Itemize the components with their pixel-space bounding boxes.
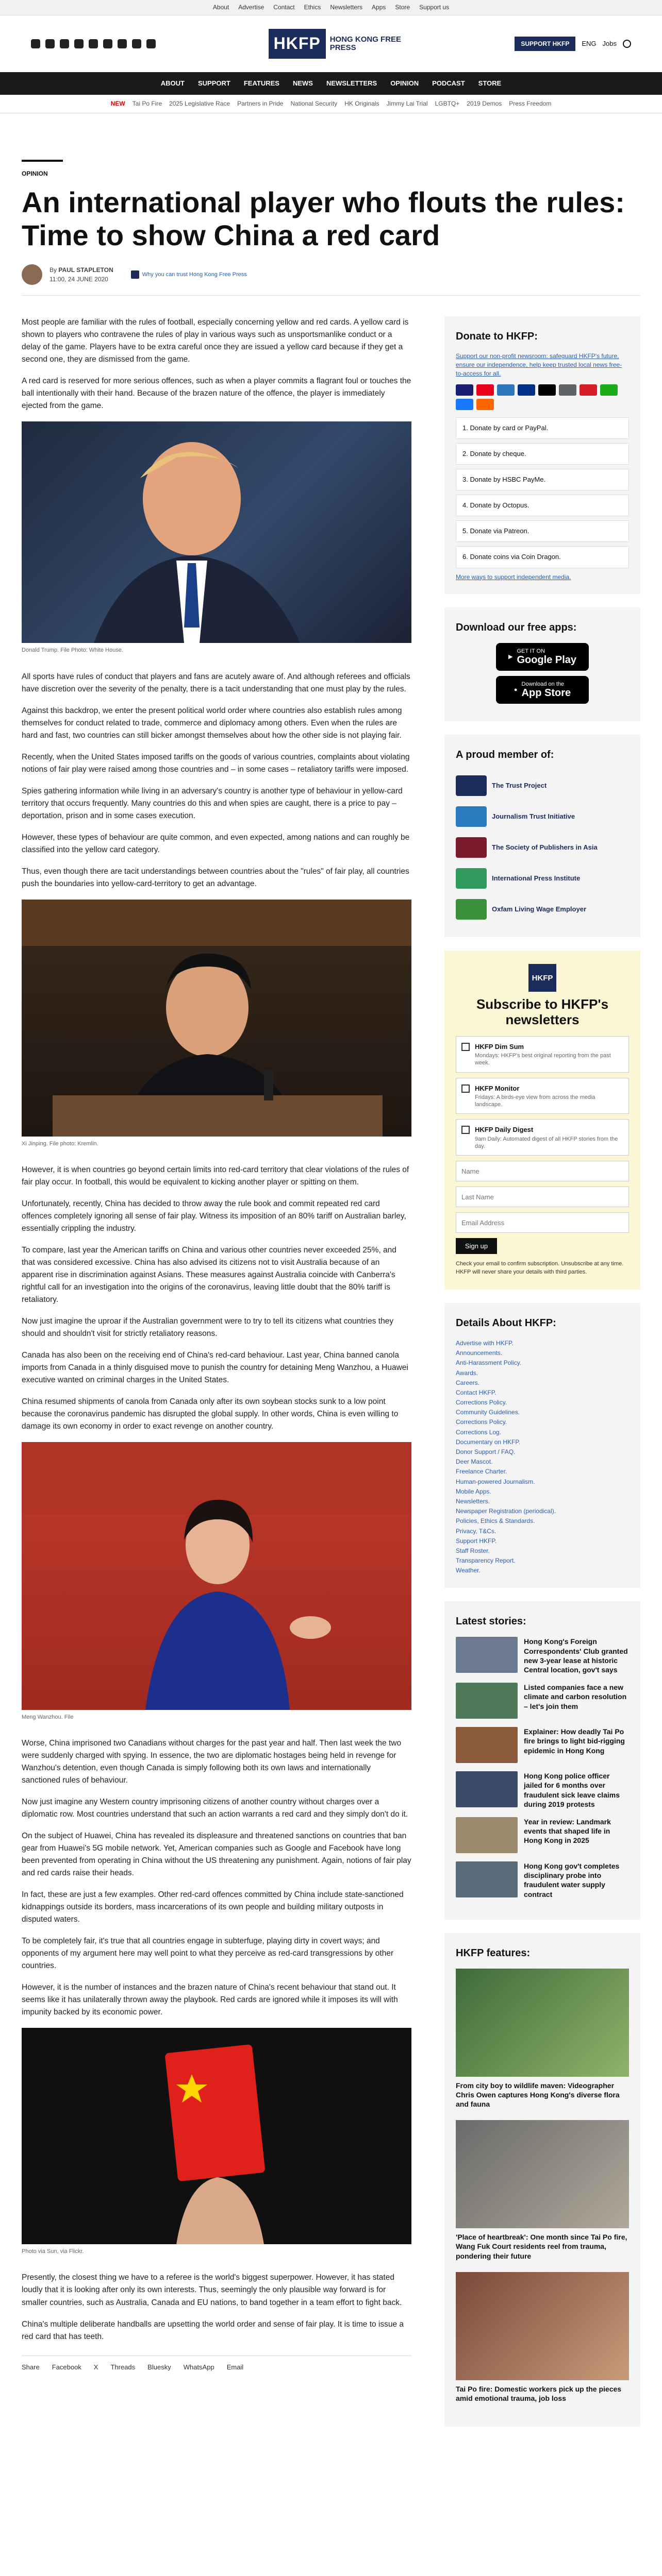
apple-icon: ● [514,687,518,693]
paragraph: However, it is the number of instances and the brazen nature of China's recent behaviour that stand out. It seems like it has unilaterally thrown away the playbook. Red cards are ignored while it imposes its will with impunity backed by its economic power. [22,1983,398,2017]
name-input[interactable] [456,1161,629,1181]
apple-pay-icon [538,384,556,396]
about-link[interactable]: Privacy, T&Cs. [456,1527,496,1535]
jti-logo [456,806,487,827]
topbar-apps[interactable]: Apps [372,4,386,11]
member-item[interactable] [456,832,629,863]
paragraph: Most people are familiar with the rules of football, especially concerning yellow and red cards. A yellow card is shown to players who contravene the rules of play in various ways such as unsportsmanlike conduct or a delay of the game. Players have to be extra careful once they are issued a yellow card because if they get a second one, they are dismissed from the game. [22,318,409,364]
photo-caption: Meng Wanzhou. File [22,1714,74,1721]
social-links [31,39,156,48]
share-whatsapp[interactable]: WhatsApp [183,2363,214,2371]
about-link[interactable]: Newspaper Registration (periodical). [456,1507,556,1515]
threads-icon[interactable] [74,39,84,48]
newsletter-logo: HKFP [528,964,556,992]
paragraph: However, it is when countries go beyond certain limits into red-card territory that clear violations of the rules of fair play occur. In football, this would be equivalent to kicking another player or spitting on them. [22,1165,409,1187]
app-store-text [522,681,571,699]
donate-option[interactable]: 1. Donate by card or PayPal. [456,417,629,439]
octopus-icon [476,399,494,410]
story-title[interactable]: Explainer: How deadly Tai Po fire brings to light bid-rigging epidemic in Hong Kong [524,1727,625,1755]
newsletter-note: Check your email to confirm subscription. Unsubscribe at any time. HKFP will never share your details with third parties. [456,1261,624,1275]
newsletter-option-text [475,1083,623,1109]
nav-support[interactable]: SUPPORT [198,79,230,87]
paragraph: Presently, the closest thing we have to a referee is the world's biggest superpower. However, it has stated loudly that it is looking after only its own interests. Thus, seemingly the only plausible way forward is for smaller countries, such as Australia, Canada and EU nations, to band together in a team effort to fight back. [22,2273,402,2307]
feature-title[interactable]: From city boy to wildlife maven: Videographer Chris Owen captures Hong Kong's diverse flora and fauna [456,2081,620,2109]
about-link[interactable]: Contact HKFP. [456,1388,496,1396]
member-name: The Society of Publishers in Asia [492,843,598,852]
newsletter-name: HKFP Dim Sum [475,1042,524,1050]
about-link[interactable]: Documentary on HKFP. [456,1438,521,1446]
share-threads[interactable]: Threads [110,2363,136,2371]
share-bluesky[interactable]: Bluesky [147,2363,171,2371]
about-link[interactable]: Human-powered Journalism. [456,1478,535,1485]
paragraph: To compare, last year the American tariffs on China and various other countries never exceeded 25%, and that was considered excessive. China has also advised its citizens not to visit Australia because of an apparent rise in discrimination against Asians. These measures against Australia coincide with Canberra's rightful call for an investigation into the origins of the coronavirus, leaving little doubt that the 80% tariff is retaliatory. [22,1245,396,1304]
photo-caption: Donald Trump. File Photo: White House. [22,647,123,654]
paragraph: Thus, even though there are tacit understandings between countries about the "rules" of fair play, all countries push the boundaries into yellow-card-territory to get an advantage. [22,867,409,888]
more-ways-link[interactable]: More ways to support independent media. [456,573,571,581]
app-store-small: Download on the [521,681,565,688]
features-title: HKFP features: [456,1947,531,1959]
paragraph: In fact, these are just a few examples. Other red-card offences committed by China include state-sanctioned kidnappings outside its borders, mass incarcerations of its own people and building military outposts in disputed waters. [22,1890,404,1924]
newsletter-checkbox[interactable] [461,1084,470,1093]
content-columns [22,316,640,2440]
story-title[interactable]: Listed companies face a new climate and carbon resolution – let's join them [524,1683,627,1710]
app-store-button[interactable] [496,676,589,704]
story-thumbnail [456,1727,518,1763]
about-link[interactable]: Awards. [456,1369,478,1377]
story-thumbnail [456,1817,518,1853]
latest-story[interactable] [456,1771,629,1809]
trending-link[interactable]: Tai Po Fire [132,100,162,108]
about-link[interactable]: Policies, Ethics & Standards. [456,1517,535,1525]
play-icon: ▶ [508,654,513,660]
google-play-text [517,648,576,666]
site-logo[interactable] [269,29,402,59]
story-thumbnail [456,1861,518,1897]
whatsapp-icon[interactable] [118,39,127,48]
feature-title[interactable]: 'Place of heartbreak': One month since Tai Po fire, Wang Fuk Court residents reel from trauma, pondering their future [456,2233,627,2260]
author-name[interactable]: PAUL STAPLETON [58,266,113,274]
donate-box [444,316,640,594]
payment-methods [456,384,629,410]
nav-store[interactable]: STORE [478,79,502,87]
app-store-big: App Store [521,687,571,699]
about-link[interactable]: Advertise with HKFP. [456,1339,514,1347]
language-switch[interactable]: ENG [582,39,597,47]
red-card-illustration [22,2028,411,2244]
author-avatar [22,264,42,285]
paragraph: Against this backdrop, we enter the present political world order where countries also establish rules among themselves for conduct related to trade, commerce and diplomacy among others. Even when the rules are hard and fast, two countries can still bicker amongst themselves about how the other side is not playing fair. [22,706,402,740]
visa-icon [456,384,473,396]
about-link[interactable]: Staff Roster. [456,1547,490,1554]
latest-box [444,1601,640,1919]
nav-podcast[interactable]: PODCAST [432,79,465,87]
paragraph: A red card is reserved for more serious offences, such as when a player commits a flagrant foul or touches the ball intentionally with their hand. Because of the brazen nature of the offence, the player is immediately ejected from the game. [22,377,411,411]
mastercard-icon [476,384,494,396]
paragraph: Spies gathering information while living in an adversary's country is another type of behaviour in yellow-card territory that occurs frequently. Many countries do this and when spies are caught, there is a price to pay – deportation, prison and in some cases execution. [22,786,403,820]
last-name-input[interactable] [456,1187,629,1207]
google-play-big: Google Play [517,654,577,666]
donate-option[interactable]: 6. Donate coins via Coin Dragon. [456,546,629,568]
about-link[interactable]: Transparency Report. [456,1557,516,1565]
sidebar [444,316,640,2440]
about-link[interactable]: Community Guidelines. [456,1409,520,1416]
title-rule [22,160,63,162]
donate-option[interactable]: 5. Donate via Patreon. [456,520,629,542]
member-box [444,735,640,937]
unionpay-icon [580,384,597,396]
latest-title: Latest stories: [456,1616,526,1628]
trust-link[interactable] [131,270,247,279]
about-list [456,1338,629,1576]
about-link[interactable]: Anti-Harassment Policy. [456,1359,522,1367]
logo-wordmark: HONG KONG FREE PRESS [329,35,402,52]
article-title: An international player who flouts the rules: Time to show China a red card [22,185,625,251]
meng-photo [22,1442,411,1710]
trending-link[interactable]: Jimmy Lai Trial [386,100,428,108]
member-item[interactable] [456,801,629,832]
about-link[interactable]: Support HKFP. [456,1537,497,1545]
signup-button[interactable]: Sign up [456,1238,497,1254]
about-link[interactable]: Corrections Policy. [456,1418,507,1426]
trust-link-label: Why you can trust Hong Kong Free Press [142,271,247,278]
newsletter-desc: Fridays: A birds-eye view from across the media landscape. [475,1094,595,1108]
story-title[interactable]: Year in review: Landmark events that shaped life in Hong Kong in 2025 [524,1817,611,1845]
paragraph: To be completely fair, it's true that all countries engage in subterfuge, playing dirty in covert ways; and opponents of my argument here may well point to what they perceive as red-card transgressions by other countries. [22,1937,394,1971]
topbar-newsletters[interactable]: Newsletters [330,4,363,11]
about-link[interactable]: Announcements. [456,1349,503,1357]
feature-image[interactable] [456,2272,629,2380]
member-title: A proud member of: [456,749,554,761]
paragraph: China's multiple deliberate handballs are upsetting the world order and sense of fair play. It is time to issue a red card that has teeth. [22,2319,404,2341]
amex-icon [497,384,515,396]
trust-icon [131,270,139,279]
about-link[interactable]: Newsletters. [456,1497,490,1505]
red-card-photo [22,2028,411,2244]
paragraph: However, these types of behaviour are quite common, and even expected, among nations and can roughly be classified into the yellow card category. [22,833,410,854]
nav-features[interactable]: FEATURES [243,79,279,87]
newsletter-option-text [475,1042,623,1067]
header-actions [515,37,631,51]
latest-story[interactable] [456,1683,629,1719]
donate-option[interactable]: 2. Donate by cheque. [456,443,629,465]
trending-link[interactable]: 2025 Legislative Race [169,100,230,108]
xi-illustration [22,900,411,1137]
newsletter-box [444,951,640,1290]
byline [22,264,640,285]
trending-link[interactable]: 2019 Demos [467,100,502,108]
xi-photo [22,900,411,1137]
topbar-store[interactable]: Store [395,4,410,11]
newsletter-desc: 9am Daily: Automated digest of all HKFP stories from the day. [475,1136,618,1149]
paragraph: All sports have rules of conduct that players and fans are acutely aware of. And although referees and officials have discretion over the severity of the penalty, there is a tacit understanding that one must play by the rules. [22,672,410,693]
topbar-advertise[interactable]: Advertise [238,4,264,11]
share-bar [22,2355,411,2372]
jobs-link[interactable]: Jobs [602,39,617,47]
paypal-icon [518,384,535,396]
about-link[interactable]: Weather. [456,1567,481,1574]
alipay-icon [456,399,473,410]
about-title: Details About HKFP: [456,1317,556,1329]
nav-about[interactable]: ABOUT [160,79,185,87]
google-play-small: GET IT ON [517,648,545,655]
byline-text: By PAUL STAPLETON 11:00, 24 JUNE 2020 [49,265,113,284]
member-name: Oxfam Living Wage Employer [492,905,587,913]
story-thumbnail [456,1771,518,1807]
article-body [22,316,411,2440]
photo-caption: Photo via Sun, via Flickr. [22,2248,84,2255]
topbar-support[interactable]: Support us [419,4,450,11]
trending-bar [0,95,662,113]
newsletter-name: HKFP Monitor [475,1084,520,1092]
photo-caption: Xi Jinping. File photo: Kremlin. [22,1140,98,1147]
site-header [0,15,662,72]
newsletter-option[interactable] [456,1119,629,1156]
latest-story[interactable] [456,1861,629,1899]
paragraph: China resumed shipments of canola from Canada only after its own soybean stocks sunk to a low point because the coronavirus pandemic has disrupted the global supply. In other words, China is even willing to damage its own economy in order to exact revenge on another country. [22,1397,399,1431]
newsletter-name: HKFP Daily Digest [475,1126,534,1134]
member-name: International Press Institute [492,874,581,883]
paragraph: Unfortunately, recently, China has decided to throw away the rule book and commit repeated red card offences completely ignoring all sense of fair play. Witness its imposition of an 80% tariff on Australian barley, essentially crippling the industry. [22,1199,406,1233]
youtube-icon[interactable] [103,39,112,48]
share-label: Share [22,2363,40,2371]
story-title[interactable]: Hong Kong's Foreign Correspondents' Club granted new 3-year lease at historic Central location, gov't says [524,1637,628,1674]
instagram-icon[interactable] [60,39,69,48]
about-link[interactable]: Freelance Charter. [456,1468,507,1476]
member-name: Journalism Trust Initiative [492,812,575,821]
main-navigation [0,72,662,95]
trending-link[interactable]: LGBTQ+ [435,100,460,108]
about-link[interactable]: Donor Support / FAQ. [456,1448,516,1456]
wechat-pay-icon [600,384,618,396]
apps-box [444,607,640,721]
trending-link[interactable]: Press Freedom [509,100,552,108]
feature-image[interactable] [456,2120,629,2228]
google-play-button[interactable] [496,643,589,671]
section-label[interactable]: OPINION [22,170,48,177]
feature-image[interactable] [456,1969,629,2077]
newsletter-desc: Mondays: HKFP's best original reporting from the past week. [475,1053,611,1066]
paragraph: On the subject of Huawei, China has revealed its displeasure and threatened sanctions on countries that ban gear from Huawei's 5G mobile network. Yet, American companies such as Google and Facebook have long been prevented from operating in China without the US threatening any punishment. Again, notions of fair play and red cards raise their heads. [22,1832,411,1878]
share-facebook[interactable]: Facebook [52,2363,81,2371]
paragraph: Now just imagine any Western country imprisoning citizens of another country without charges over a diplomatic row. Most countries understand that such an action warrants a red card and they simply don't do it. [22,1798,408,1819]
publish-date: 11:00, 24 JUNE 2020 [49,276,108,283]
feature-title[interactable]: Tai Po fire: Domestic workers pick up the pieces amid emotional trauma, job loss [456,2384,622,2403]
member-item[interactable] [456,770,629,801]
trump-illustration [22,421,411,643]
facebook-icon[interactable] [31,39,40,48]
newsletter-option[interactable] [456,1078,629,1114]
donate-intro-link[interactable]: Support our non-profit newsroom: safeguard HKFP's future, ensure our independence, help keep trusted local news free-to-access for all. [456,352,622,377]
sopa-logo [456,837,487,858]
email-input[interactable] [456,1212,629,1233]
telegram-icon[interactable] [132,39,141,48]
share-email[interactable]: Email [226,2363,244,2371]
newsletter-checkbox[interactable] [461,1043,470,1051]
trending-link[interactable]: HK Originals [344,100,379,108]
nav-news[interactable]: NEWS [292,79,313,87]
latest-story[interactable] [456,1817,629,1853]
divider [22,295,640,296]
donate-option[interactable]: 4. Donate by Octopus. [456,495,629,516]
x-icon[interactable] [45,39,55,48]
topbar-contact[interactable]: Contact [273,4,295,11]
trump-photo [22,421,411,643]
newsletter-option-text [475,1125,623,1150]
topbar-ethics[interactable]: Ethics [304,4,321,11]
top-utility-bar [0,0,662,15]
page-container [22,160,640,2440]
apps-title: Download our free apps: [456,622,577,634]
latest-story[interactable] [456,1637,629,1674]
paragraph: Recently, when the United States imposed tariffs on the goods of various countries, complaints about violating notions of fair play were raised among those countries and – in some cases – retaliatory tariffs were imposed. [22,752,410,774]
member-name: The Trust Project [492,782,547,790]
newsletter-checkbox[interactable] [461,1126,470,1134]
trust-project-logo [456,775,487,796]
share-x[interactable]: X [93,2363,98,2371]
nav-newsletters[interactable]: NEWSLETTERS [326,79,377,87]
newsletter-option[interactable] [456,1036,629,1073]
logo-mark: HKFP [269,29,326,59]
member-item[interactable] [456,894,629,925]
story-thumbnail [456,1637,518,1673]
donate-option[interactable]: 3. Donate by HSBC PayMe. [456,469,629,490]
topbar-about[interactable]: About [212,4,229,11]
paragraph: Now just imagine the uproar if the Australian government were to try to tell its citizens what countries they should and shouldn't visit for strictly retaliatory reasons. [22,1316,394,1338]
donate-title: Donate to HKFP: [456,331,538,343]
about-box [444,1303,640,1588]
about-link[interactable]: Mobile Apps. [456,1487,491,1495]
support-hkfp-button[interactable]: SUPPORT HKFP [515,37,575,51]
google-pay-icon [559,384,576,396]
bluesky-icon[interactable] [89,39,98,48]
trending-link[interactable]: Partners in Pride [237,100,284,108]
about-link[interactable]: Careers. [456,1379,480,1386]
paragraph: Canada has also been on the receiving end of China's red-card behaviour. Last year, China banned canola imports from Canada in a thinly disguised move to punish the country for detaining Meng Wanzhou, a Huawei executive wanted on criminal charges in the United States. [22,1350,408,1385]
ipi-logo [456,868,487,889]
paragraph: Worse, China imprisoned two Canadians without charges for the past year and half. Then last week the two were suddenly charged with spying. In essence, the two are diplomatic hostages being held in revenge for Wanzhou's detention, even though Canada is simply following both its own laws and internationally sanctioned rules of behaviour. [22,1739,402,1785]
rss-icon[interactable] [146,39,156,48]
story-title[interactable]: Hong Kong police officer jailed for 6 months over fraudulent sick leave claims during 2019 protests [524,1772,620,1808]
story-thumbnail [456,1683,518,1719]
latest-story[interactable] [456,1727,629,1763]
about-link[interactable]: Corrections Log. [456,1428,502,1436]
nav-opinion[interactable]: OPINION [390,79,419,87]
meng-illustration [22,1442,411,1710]
story-title[interactable]: Hong Kong gov't completes disciplinary probe into fraudulent water supply contract [524,1861,620,1899]
oxfam-logo [456,899,487,920]
search-icon[interactable] [623,40,631,48]
about-link[interactable]: Deer Mascot. [456,1458,493,1466]
member-item[interactable] [456,863,629,894]
features-box [444,1933,640,2427]
newsletter-title: Subscribe to HKFP's newsletters [476,996,609,1028]
about-link[interactable]: Corrections Policy. [456,1399,507,1406]
new-badge: NEW [110,100,125,108]
trending-link[interactable]: National Security [290,100,338,108]
